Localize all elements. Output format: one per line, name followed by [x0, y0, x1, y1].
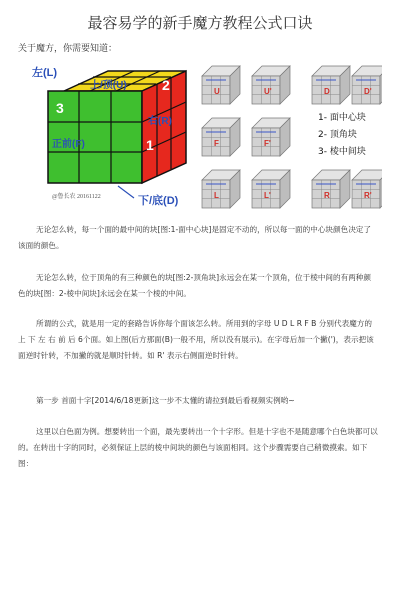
paragraph-3: 所谓的公式，就是用一定的套路告诉你每个面该怎么转。所用到的字母 U D L R F B 分别代表魔方的 上 下 左 右 前 后 6个面。如上图(后方那面(B)一般不用，所以没有展示)。在字母后加一个撇(')，表示把该面逆时针转，不加撇的就是顺时针转。如 R' 表示右侧面逆时针转。: [18, 319, 374, 360]
label-front: 正前(F): [52, 139, 85, 150]
number-center: 1: [146, 137, 154, 153]
move-cube-3: [312, 66, 350, 104]
label-left: 左(L): [32, 67, 58, 79]
move-cube-8: [252, 170, 290, 208]
move-cube-7: [202, 170, 240, 208]
label-up: 上/顶(U): [90, 80, 127, 91]
move-letter: R: [324, 191, 330, 200]
page-title: 最容易学的新手魔方教程公式口诀: [87, 14, 313, 32]
paragraph-2: 无论怎么转，位于顶角的有三种颜色的块[图:2-顶角块]永远会在某一个顶角，位于棱中间的有两种颜色的块[图：2-棱中间块]永远会在某一个棱的中间。: [18, 273, 371, 298]
move-cube-4: [352, 66, 382, 104]
move-letter: R': [364, 191, 372, 200]
move-cube-6: [252, 118, 290, 156]
move-letter: U: [214, 87, 220, 96]
move-letter: D': [364, 87, 372, 96]
move-letter: F': [264, 139, 271, 148]
paragraph-5: 这里以白色面为例。想要转出一个面，最先要转出一个十字形。但是十字也不是随意哪个白色块都可以的。在转出十字的同时，必须保证上层的棱中间块的颜色与该面相同。这个步骤需要自己稍微摸索。如下图：: [18, 427, 378, 468]
move-cube-2: [252, 66, 290, 104]
move-letter: L: [214, 191, 219, 200]
rubiks-cube-illustration: [30, 58, 382, 218]
legend-edge: 3- 棱中间块: [318, 147, 366, 157]
move-cube-10: [352, 170, 382, 208]
label-right: 右(R): [148, 116, 172, 127]
number-corner: 2: [162, 77, 170, 93]
legend-face-center: 1- 面中心块: [318, 113, 366, 123]
paragraph-1: 无论怎么转，每一个面的最中间的块[图:1-面中心块]是固定不动的，所以每一面的中心块颜色决定了该面的颜色。: [18, 225, 371, 250]
move-cube-1: [202, 66, 240, 104]
label-down: 下/底(D): [138, 195, 179, 207]
move-cube-9: [312, 170, 350, 208]
move-letter: D: [324, 87, 330, 96]
down-arrow: [118, 186, 134, 198]
move-letter: L': [264, 191, 271, 200]
number-edge: 3: [56, 100, 64, 116]
watermark: @鲁长农 20161122: [52, 194, 101, 200]
move-letter: U': [264, 87, 272, 96]
move-cube-5: [202, 118, 240, 156]
intro-text: 关于魔方，你需要知道：: [18, 44, 118, 54]
legend-corner: 2- 顶角块: [318, 130, 357, 140]
move-letter: F: [214, 139, 219, 148]
paragraph-4: 第一步 首面十字[2014/6/18更新]这一步不太懂的请拉到最后看视频实例哟~: [36, 396, 295, 405]
